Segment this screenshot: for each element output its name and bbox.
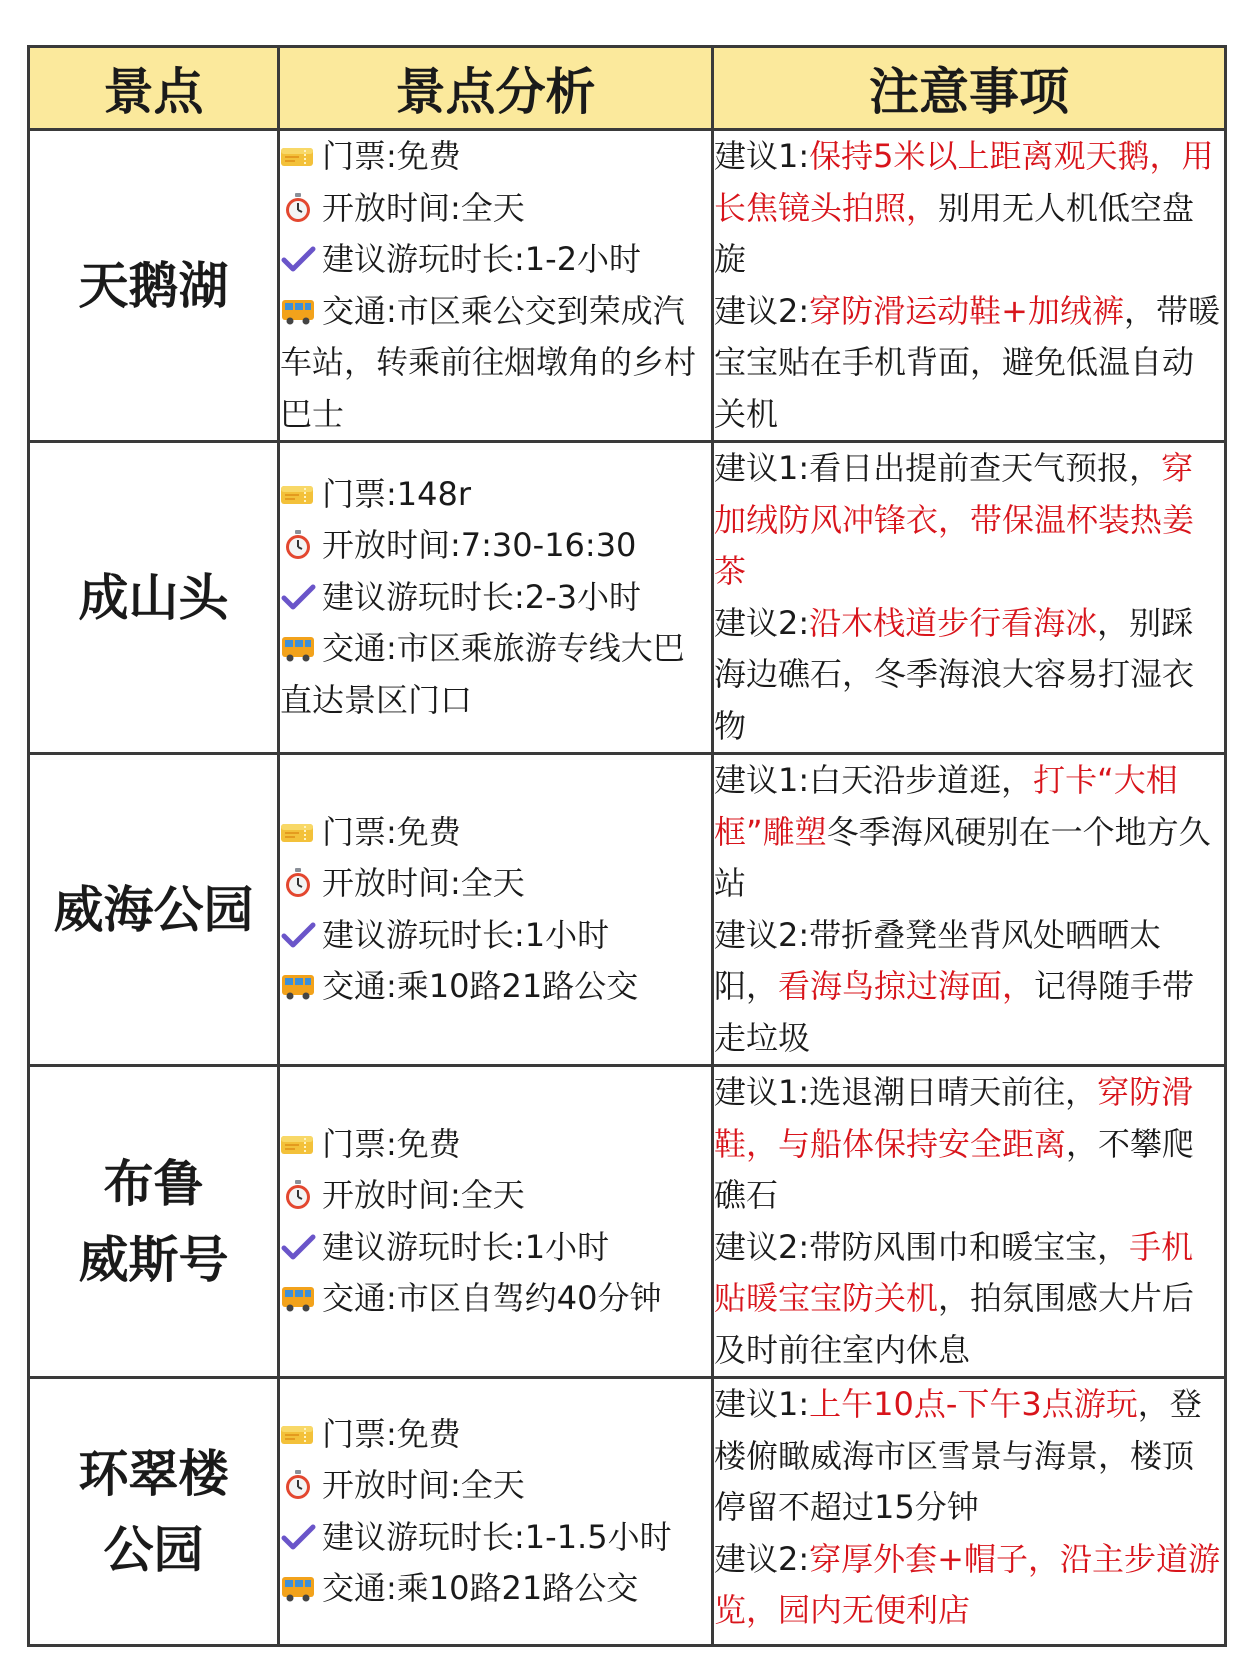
bus-icon bbox=[280, 965, 316, 995]
stopwatch-icon bbox=[280, 1174, 316, 1204]
table-row bbox=[29, 130, 1226, 442]
tip-item bbox=[714, 286, 1224, 441]
tip-item bbox=[714, 1222, 1224, 1377]
table-row bbox=[29, 1378, 1226, 1646]
tip-item bbox=[714, 755, 1224, 910]
tip-highlight: 保持5米以上距离观天鹅，用长焦镜头拍照， bbox=[714, 137, 1214, 227]
attraction-name-line: 公园 bbox=[103, 1520, 204, 1579]
tip-highlight: 打卡“大相框”雕塑 bbox=[714, 761, 1178, 851]
attraction-name-line: 环翠楼 bbox=[78, 1444, 229, 1503]
tip-text: ，带暖宝宝贴在手机背面，避免低温自动关机 bbox=[714, 291, 1220, 433]
attraction-analysis bbox=[279, 754, 713, 1066]
analysis-item-hours bbox=[280, 1460, 711, 1512]
attraction-analysis bbox=[279, 442, 713, 754]
tip-text: 建议2: bbox=[714, 1539, 810, 1578]
tip-highlight: 穿防滑运动鞋+加绒裤 bbox=[809, 291, 1124, 330]
ticket-icon bbox=[280, 135, 316, 165]
analysis-item-duration bbox=[280, 234, 711, 286]
tip-item bbox=[714, 1534, 1224, 1637]
checkmark-icon bbox=[280, 576, 316, 606]
tip-text: ，拍氛围感大片后及时前往室内休息 bbox=[714, 1279, 1195, 1369]
stopwatch-icon bbox=[280, 862, 316, 892]
tip-text: ，登楼俯瞰威海市区雪景与海景，楼顶停留不超过15分钟 bbox=[714, 1385, 1202, 1526]
ticket-icon bbox=[280, 811, 316, 841]
attraction-notes bbox=[713, 442, 1226, 754]
attraction-analysis bbox=[279, 1378, 713, 1646]
analysis-text-hours: 开放时间:全天 bbox=[322, 188, 525, 227]
analysis-item-ticket bbox=[280, 131, 711, 183]
attraction-name bbox=[29, 754, 279, 1066]
tip-text: 建议2: bbox=[714, 291, 810, 330]
ticket-icon bbox=[280, 473, 316, 503]
attraction-name bbox=[29, 1378, 279, 1646]
header-attraction: 景点 bbox=[29, 47, 279, 130]
attractions-table bbox=[27, 45, 1227, 1647]
tip-text: 建议1:白天沿步道逛， bbox=[714, 761, 1034, 799]
analysis-item-ticket bbox=[280, 469, 711, 521]
attraction-notes bbox=[713, 754, 1226, 1066]
attraction-notes bbox=[713, 1066, 1226, 1378]
attraction-name-line: 成山头 bbox=[78, 568, 229, 627]
tip-item bbox=[714, 598, 1224, 753]
analysis-item-duration bbox=[280, 572, 711, 624]
analysis-text-transport: 交通:市区自驾约40分钟 bbox=[322, 1279, 662, 1317]
analysis-item-duration bbox=[280, 1512, 711, 1564]
analysis-item-transport bbox=[280, 1563, 711, 1615]
checkmark-icon bbox=[280, 914, 316, 944]
tip-text: 建议2:带防风围巾和暖宝宝， bbox=[714, 1227, 1130, 1266]
checkmark-icon bbox=[280, 1516, 316, 1546]
analysis-text-ticket: 门票:免费 bbox=[322, 1414, 461, 1453]
tip-text: 冬季海风硬别在一个地方久站 bbox=[714, 812, 1211, 902]
tip-item bbox=[714, 443, 1224, 598]
analysis-item-transport bbox=[280, 623, 711, 726]
attraction-name-line: 天鹅湖 bbox=[78, 256, 229, 315]
tip-highlight: 穿加绒防风冲锋衣，带保温杯装热姜茶 bbox=[714, 449, 1195, 590]
checkmark-icon bbox=[280, 1226, 316, 1256]
tip-text: 建议2: bbox=[714, 603, 810, 642]
stopwatch-icon bbox=[280, 524, 316, 554]
tip-text: 建议1:看日出提前查天气预报， bbox=[714, 449, 1162, 487]
tip-highlight: 上午10点-下午3点游玩 bbox=[809, 1385, 1138, 1423]
bus-icon bbox=[280, 627, 316, 657]
analysis-text-transport: 交通:乘10路21路公交 bbox=[322, 967, 639, 1005]
analysis-text-ticket: 门票:免费 bbox=[322, 812, 461, 851]
stopwatch-icon bbox=[280, 187, 316, 217]
attraction-name-line: 威斯号 bbox=[78, 1230, 229, 1289]
table-row bbox=[29, 442, 1226, 754]
tip-text: 建议1:选退潮日晴天前往， bbox=[714, 1073, 1098, 1111]
attraction-name-line: 威海公园 bbox=[53, 880, 254, 939]
analysis-text-ticket: 门票:免费 bbox=[322, 1124, 461, 1163]
analysis-item-ticket bbox=[280, 1409, 711, 1461]
bus-icon bbox=[280, 1277, 316, 1307]
table-header-row bbox=[29, 47, 1226, 130]
checkmark-icon bbox=[280, 238, 316, 268]
tip-highlight: 穿厚外套+帽子，沿主步道游览，园内无便利店 bbox=[714, 1539, 1220, 1629]
tip-item bbox=[714, 1379, 1224, 1534]
bus-icon bbox=[280, 1567, 316, 1597]
header-notes: 注意事项 bbox=[713, 47, 1226, 130]
analysis-text-duration: 建议游玩时长:1小时 bbox=[322, 1227, 610, 1266]
tip-item bbox=[714, 1067, 1224, 1222]
attraction-analysis bbox=[279, 1066, 713, 1378]
analysis-text-hours: 开放时间:全天 bbox=[322, 1176, 525, 1214]
analysis-text-duration: 建议游玩时长:1-1.5小时 bbox=[322, 1517, 672, 1556]
analysis-text-hours: 开放时间:7:30-16:30 bbox=[322, 526, 637, 565]
tip-text: ，别踩海边礁石，冬季海浪大容易打湿衣物 bbox=[714, 603, 1195, 745]
tip-text: 建议1: bbox=[714, 137, 810, 175]
analysis-item-duration bbox=[280, 1222, 711, 1274]
tip-highlight: 沿木栈道步行看海冰 bbox=[809, 603, 1098, 642]
tip-text: ，不攀爬礁石 bbox=[714, 1124, 1195, 1214]
attraction-notes bbox=[713, 1378, 1226, 1646]
analysis-item-transport bbox=[280, 961, 711, 1013]
attraction-name-line: 布鲁 bbox=[103, 1154, 204, 1213]
analysis-text-transport: 交通:乘10路21路公交 bbox=[322, 1569, 639, 1607]
tip-text: 建议1: bbox=[714, 1385, 810, 1423]
ticket-icon bbox=[280, 1413, 316, 1443]
stopwatch-icon bbox=[280, 1464, 316, 1494]
table-row bbox=[29, 1066, 1226, 1378]
analysis-item-transport bbox=[280, 1273, 711, 1325]
analysis-item-duration bbox=[280, 910, 711, 962]
analysis-text-transport: 交通:市区乘公交到荣成汽车站，转乘前往烟墩角的乡村巴士 bbox=[280, 291, 697, 433]
tip-text: 记得随手带走垃圾 bbox=[714, 967, 1195, 1057]
attraction-analysis bbox=[279, 130, 713, 442]
attraction-notes bbox=[713, 130, 1226, 442]
tip-item bbox=[714, 910, 1224, 1065]
analysis-text-duration: 建议游玩时长:1-2小时 bbox=[322, 240, 642, 278]
analysis-item-ticket bbox=[280, 1119, 711, 1171]
attraction-name bbox=[29, 1066, 279, 1378]
analysis-item-transport bbox=[280, 286, 711, 441]
attraction-name bbox=[29, 442, 279, 754]
analysis-item-hours bbox=[280, 1170, 711, 1222]
tip-item bbox=[714, 131, 1224, 286]
table-row bbox=[29, 754, 1226, 1066]
analysis-item-ticket bbox=[280, 807, 711, 859]
analysis-text-duration: 建议游玩时长:1小时 bbox=[322, 915, 610, 954]
tip-text: 别用无人机低空盘旋 bbox=[714, 188, 1195, 278]
analysis-text-hours: 开放时间:全天 bbox=[322, 864, 525, 902]
analysis-text-transport: 交通:市区乘旅游专线大巴直达景区门口 bbox=[280, 629, 685, 719]
tip-highlight: 看海鸟掠过海面， bbox=[778, 967, 1035, 1005]
analysis-text-duration: 建议游玩时长:2-3小时 bbox=[322, 577, 642, 616]
ticket-icon bbox=[280, 1123, 316, 1153]
analysis-text-hours: 开放时间:全天 bbox=[322, 1466, 525, 1504]
bus-icon bbox=[280, 290, 316, 320]
tip-highlight: 手机贴暖宝宝防关机 bbox=[714, 1227, 1194, 1317]
analysis-text-ticket: 门票:免费 bbox=[322, 137, 461, 175]
tip-text: 建议2:带折叠凳坐背风处晒晒太阳， bbox=[714, 915, 1162, 1005]
analysis-item-hours bbox=[280, 183, 711, 235]
analysis-item-hours bbox=[280, 520, 711, 572]
tip-highlight: 穿防滑鞋，与船体保持安全距离 bbox=[714, 1073, 1194, 1163]
header-analysis: 景点分析 bbox=[279, 47, 713, 130]
analysis-text-ticket: 门票:148r bbox=[322, 474, 472, 513]
attraction-name bbox=[29, 130, 279, 442]
analysis-item-hours bbox=[280, 858, 711, 910]
